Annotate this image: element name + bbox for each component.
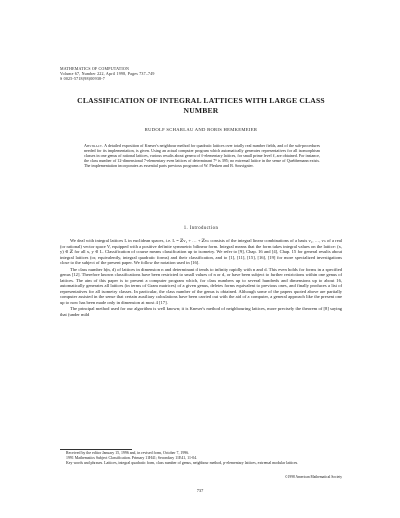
footnote-classification: 1991 Mathematics Subject Classification. Primary 11H41; Secondary 11E41, 11-04. bbox=[66, 455, 198, 460]
body-text bbox=[60, 238, 342, 318]
paragraph: The class number h(n, d) of lattices in dimension n and determinant d tends to infinity rapidly with n and d. This even holds for forms in a specified genus [12]. Therefore known classifications have been restricted to small values of n or d, or have been subject to further restrictions within one genus of lattices. The aim of this paper is to present a computer program which, for class numbers up to several hundreds and dimensions up to about 16, automatically generates all lattices (in terms of Gram matrices) of a given genus, deletes forms equivalent to previous ones, and finally produces a list of representatives for all isometry classes. In particular, the class number of the genus is obtained. Although some of the papers quoted above are partially computer assisted in the sense that certain auxiliary calculations have been carried out with the aid of a computer, a general approach like the present one up to now has been made only in dimension at most 4 [17]. bbox=[60, 266, 342, 305]
paper-authors: RUDOLF SCHARLAU AND BORIS HEMKEMEIER bbox=[144, 127, 258, 132]
paper-title: CLASSIFICATION OF INTEGRAL LATTICES WITH LARGE CLASS NUMBER bbox=[77, 96, 325, 115]
copyright-notice bbox=[230, 475, 342, 479]
abstract bbox=[84, 143, 320, 168]
page-number: 737 bbox=[196, 488, 204, 493]
journal-header bbox=[60, 66, 155, 81]
abstract-label: Abstract. bbox=[84, 143, 104, 148]
footnote-received: Received by the editor January 15, 1996 and, in revised form, October 7, 1996. bbox=[66, 451, 190, 455]
section-heading: 1. Introduction bbox=[183, 226, 219, 231]
journal-issn: S 0025-5718(98)00938-7 bbox=[60, 76, 105, 81]
footnote-rule bbox=[60, 449, 132, 450]
journal-name: MATHEMATICS OF COMPUTATION bbox=[60, 66, 130, 71]
copyright-line: ©1998 American Mathematical Society bbox=[284, 475, 342, 479]
paragraph: We deal with integral lattices L in euclidean spaces, i.e. L = ℤv₁ + … + ℤvₙ consists of the integral linear combinations of a basis v₁, …, vₙ of a real (or rational) vector space V, equipped with a positive definite symmetric bilinear form. Integral means that the form takes integral values on the lattice: (x, y) ∈ ℤ for all x, y ∈ L. Classification of course means classification up to isometry. We refer to [9], Chap. 16 and [4], Chap. 15 for general results about integral lattices (or, equivalently, integral quadratic forms) and their classification, and to [1], [11], [15], [16], [19] for more specialized investigations close to the subject of the present paper. We follow the notation used in [16]. bbox=[60, 238, 342, 266]
footnote-keywords: Key words and phrases. Lattices, integral quadratic form, class number of genus, neighbour method, p-elementary lattices, extremal modular lattices. bbox=[66, 460, 299, 465]
footnotes bbox=[60, 451, 342, 465]
paragraph: The principal method used for our algorithm is well known; it is Kneser's method of neighbouring lattices, more precisely the theorem of [8] saying that (under mild bbox=[60, 306, 342, 317]
journal-volume: Volume 67, Number 222, April 1998, Pages 737–749 bbox=[60, 71, 155, 76]
abstract-text: A detailed exposition of Kneser's neighbour method for quadratic lattices over totally real number fields, and of the sub-procedures needed for its implementation, is given. Using an actual computer program which automatically generates representatives for all isomorphism classes in one genus of rational lattices, various results about genera of ℓ-elementary lattices, for small prime level ℓ, are obtained. For instance, the class number of 12-dimensional 7-elementary even lattices of determinant 7⁶ is 395; no extremal lattice in the sense of Quebbemann exists. The implementation incorporates as essential parts previous programs of W. Plesken and B. Souvignier. bbox=[84, 143, 320, 169]
